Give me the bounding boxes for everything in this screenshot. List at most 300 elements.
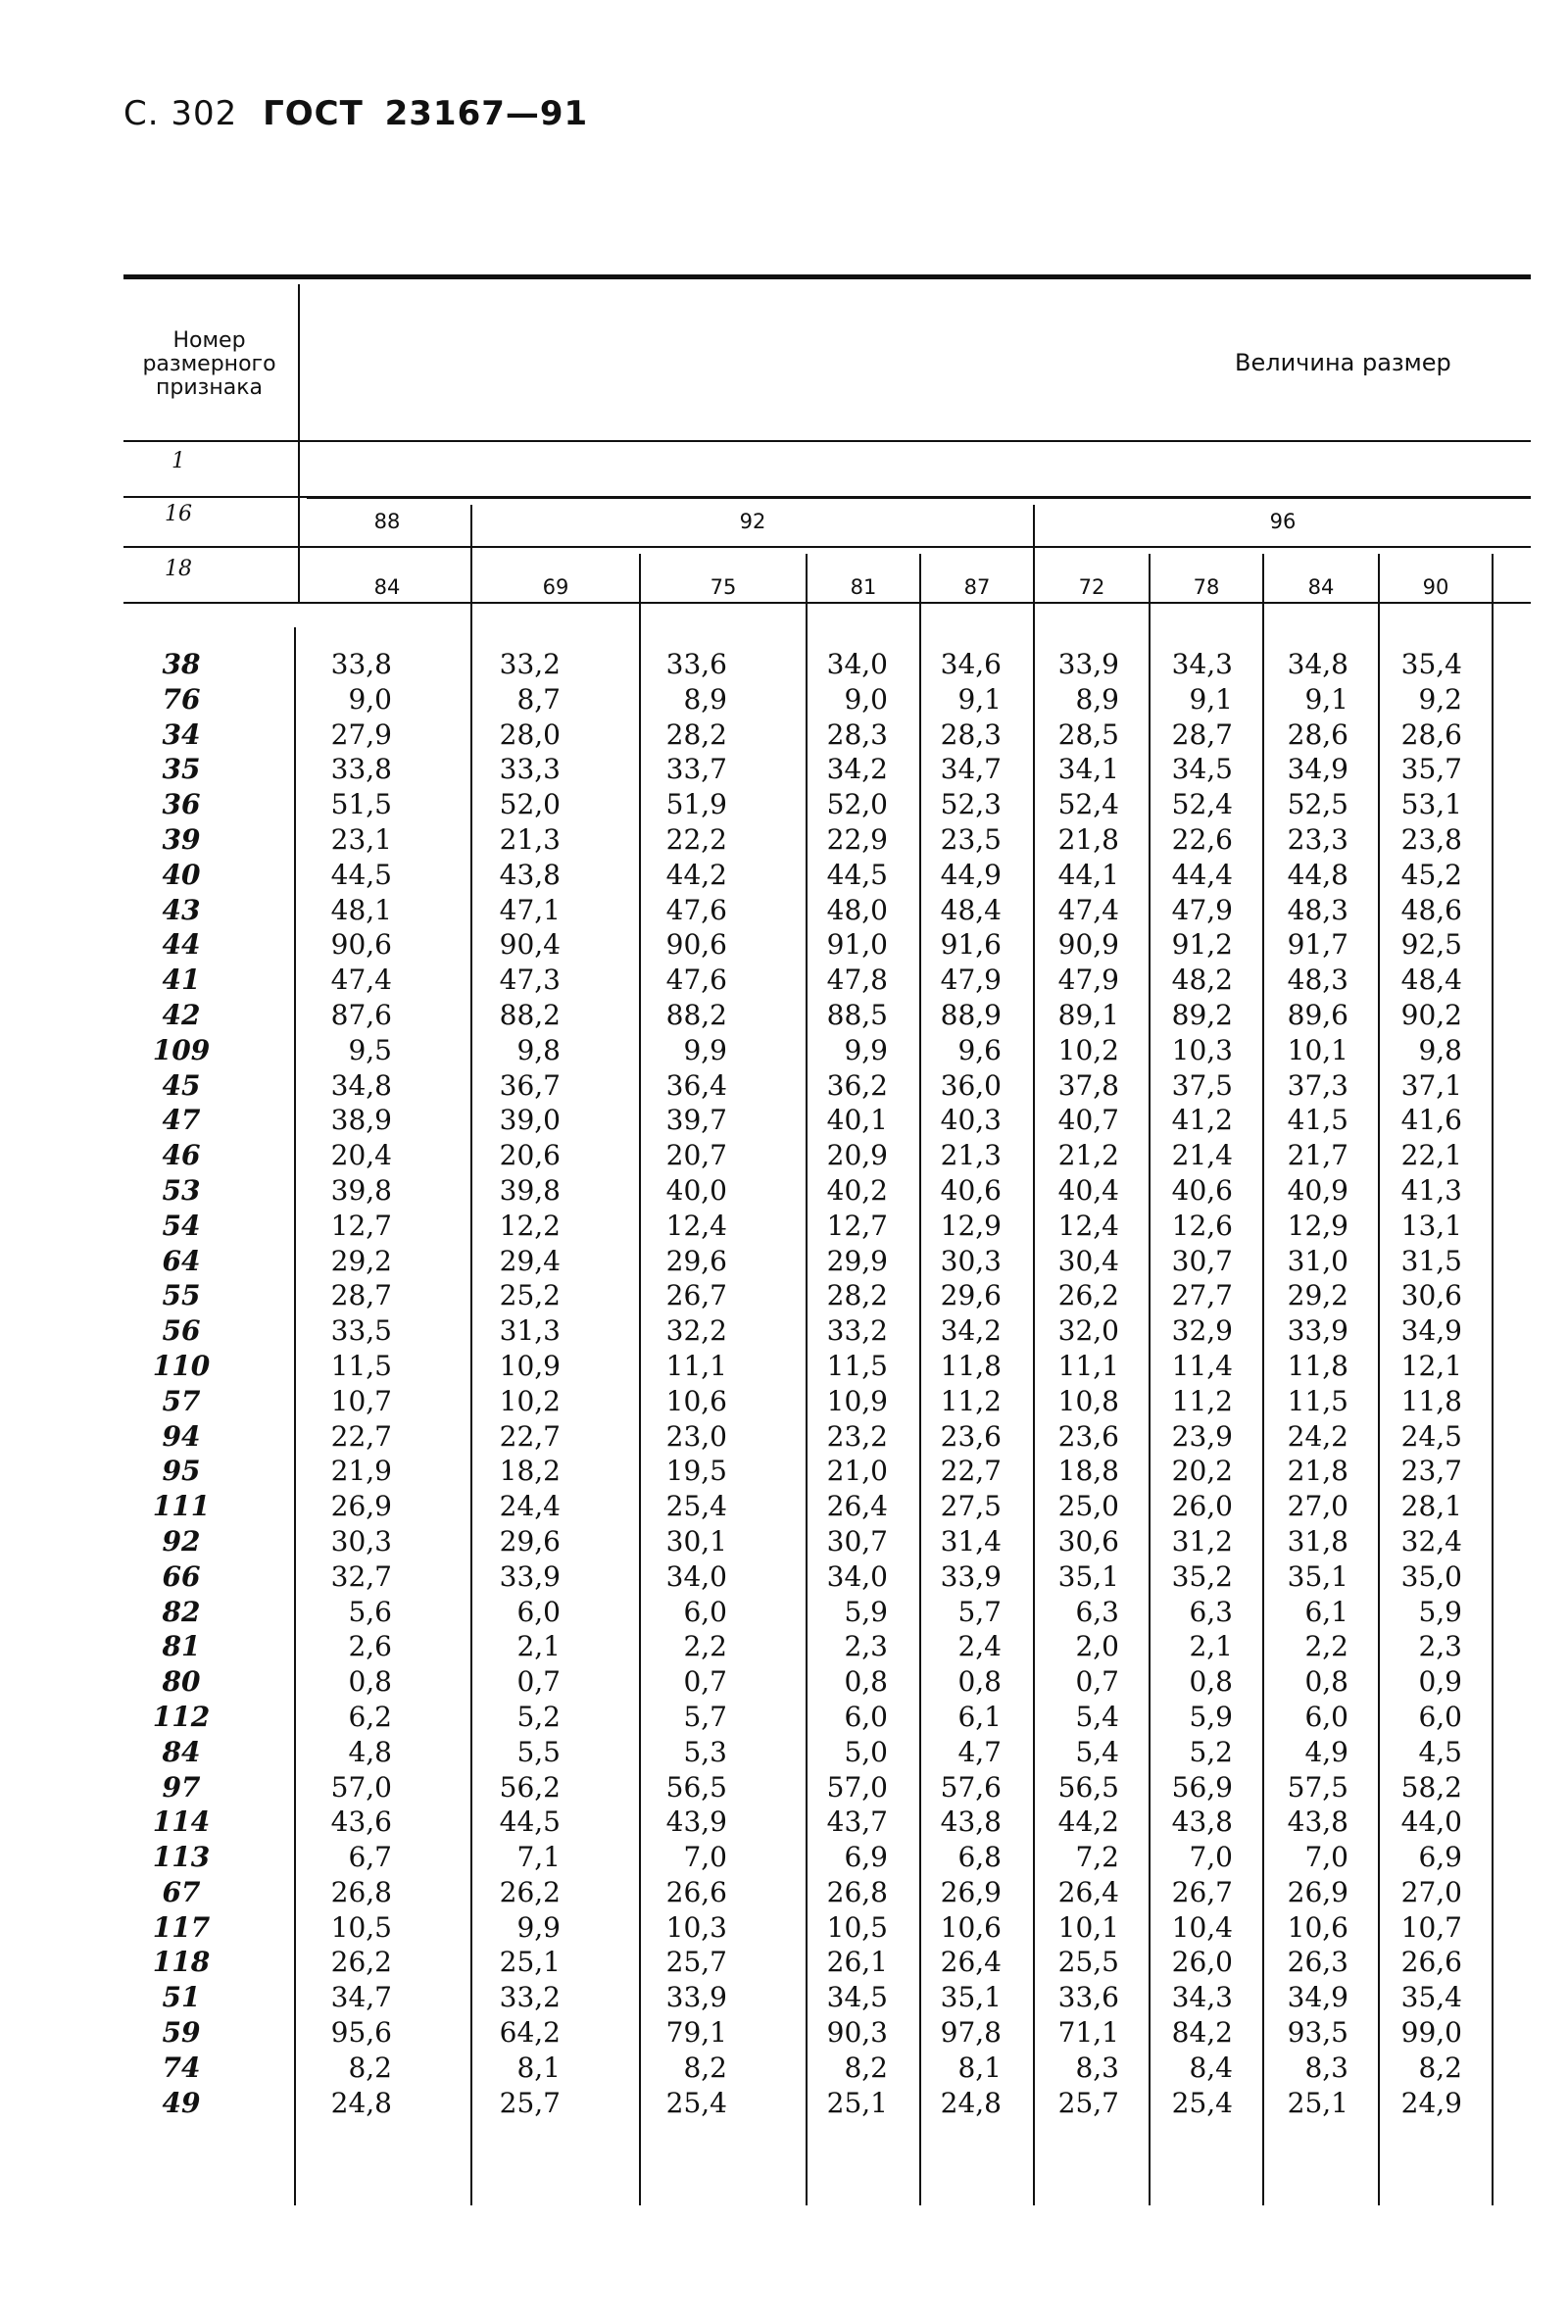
table-cell: 47,9 bbox=[940, 964, 1002, 997]
table-cell: 44,0 bbox=[1400, 1805, 1462, 1839]
table-cell: 29,2 bbox=[1287, 1279, 1348, 1312]
table-cell: 93,5 bbox=[1287, 2016, 1348, 2050]
table-cell: 44,2 bbox=[1057, 1805, 1119, 1839]
table-cell: 34,9 bbox=[1400, 1314, 1462, 1348]
table-cell: 47,4 bbox=[1057, 893, 1119, 926]
table-cell: 9,9 bbox=[683, 1033, 727, 1066]
table-cell: 23,1 bbox=[330, 822, 392, 856]
table-cell: 8,3 bbox=[1304, 2051, 1348, 2084]
table-cell: 32,0 bbox=[1057, 1314, 1119, 1348]
table-cell: 47,6 bbox=[665, 964, 727, 997]
table-cell: 8,4 bbox=[1189, 2051, 1233, 2084]
table-cell: 89,1 bbox=[1057, 998, 1119, 1031]
row-label-1: 1 bbox=[172, 449, 185, 473]
table-cell: 48,2 bbox=[1171, 964, 1233, 997]
table-cell: 2,2 bbox=[1304, 1630, 1348, 1663]
table-cell: 57,5 bbox=[1287, 1770, 1348, 1804]
table-cell: 28,3 bbox=[826, 717, 888, 751]
row-label: 41 bbox=[162, 964, 201, 997]
header-title: Величина размер bbox=[1235, 349, 1451, 376]
table-cell: 4,5 bbox=[1418, 1735, 1462, 1768]
table-cell: 22,6 bbox=[1171, 822, 1233, 856]
table-cell: 21,8 bbox=[1287, 1455, 1348, 1488]
table-cell: 0,7 bbox=[1075, 1665, 1119, 1699]
table-cell: 7,0 bbox=[1189, 1841, 1233, 1874]
table-cell: 22,1 bbox=[1400, 1139, 1462, 1172]
table-cell: 25,5 bbox=[1057, 1946, 1119, 1979]
table-cell: 33,5 bbox=[330, 1314, 392, 1348]
row-label: 84 bbox=[162, 1735, 201, 1768]
table-cell: 36,2 bbox=[826, 1068, 888, 1102]
table-cell: 34,0 bbox=[826, 1559, 888, 1593]
table-cell: 27,0 bbox=[1400, 1875, 1462, 1908]
table-cell: 2,6 bbox=[348, 1630, 392, 1663]
table-cell: 40,9 bbox=[1287, 1173, 1348, 1207]
table-cell: 34,9 bbox=[1287, 1981, 1348, 2014]
sub18-value: 90 bbox=[1422, 575, 1449, 599]
table-cell: 9,0 bbox=[844, 682, 888, 716]
table-cell: 22,7 bbox=[940, 1455, 1002, 1488]
table-cell: 32,7 bbox=[330, 1559, 392, 1593]
table-cell: 56,9 bbox=[1171, 1770, 1233, 1804]
table-cell: 89,2 bbox=[1171, 998, 1233, 1031]
table-cell: 44,5 bbox=[826, 858, 888, 891]
table-cell: 2,3 bbox=[844, 1630, 888, 1663]
row-label: 42 bbox=[162, 998, 201, 1031]
sub18-value: 84 bbox=[1307, 575, 1335, 599]
table-cell: 26,0 bbox=[1171, 1946, 1233, 1979]
table-cell: 32,2 bbox=[665, 1314, 727, 1348]
table-cell: 6,7 bbox=[348, 1841, 392, 1874]
table-cell: 25,4 bbox=[1171, 2086, 1233, 2119]
data-column bbox=[809, 647, 888, 2120]
table-cell: 30,7 bbox=[826, 1524, 888, 1558]
table-cell: 28,2 bbox=[665, 717, 727, 751]
data-column bbox=[314, 647, 392, 2120]
table-cell: 41,3 bbox=[1400, 1173, 1462, 1207]
table-cell: 10,1 bbox=[1057, 1910, 1119, 1944]
label-col-divider bbox=[298, 284, 300, 603]
table-cell: 11,5 bbox=[826, 1349, 888, 1382]
row-label: 64 bbox=[162, 1244, 201, 1277]
table-cell: 29,2 bbox=[330, 1244, 392, 1277]
row-label: 46 bbox=[162, 1139, 201, 1172]
table-cell: 35,4 bbox=[1400, 648, 1462, 680]
table-cell: 8,3 bbox=[1075, 2051, 1119, 2084]
table-cell: 10,5 bbox=[330, 1910, 392, 1944]
table-cell: 64,2 bbox=[499, 2016, 561, 2050]
table-cell: 48,4 bbox=[940, 893, 1002, 926]
table-cell: 24,4 bbox=[499, 1490, 561, 1523]
row-label: 81 bbox=[162, 1630, 201, 1663]
table-cell: 58,2 bbox=[1400, 1770, 1462, 1804]
row-label: 92 bbox=[162, 1524, 201, 1558]
sub18-value: 78 bbox=[1193, 575, 1220, 599]
table-cell: 8,1 bbox=[957, 2051, 1002, 2084]
table-cell: 41,2 bbox=[1171, 1104, 1233, 1137]
table-cell: 12,7 bbox=[330, 1209, 392, 1242]
table-cell: 29,6 bbox=[499, 1524, 561, 1558]
col-divider-6 bbox=[1149, 554, 1151, 2205]
table-cell: 0,8 bbox=[957, 1665, 1002, 1699]
table-cell: 20,2 bbox=[1171, 1455, 1233, 1488]
table-cell: 39,0 bbox=[499, 1104, 561, 1137]
table-cell: 40,7 bbox=[1057, 1104, 1119, 1137]
table-cell: 5,2 bbox=[516, 1700, 561, 1733]
table-cell: 2,2 bbox=[683, 1630, 727, 1663]
table-cell: 25,4 bbox=[665, 1490, 727, 1523]
row-label: 36 bbox=[162, 788, 201, 821]
table-cell: 36,7 bbox=[499, 1068, 561, 1102]
table-cell: 25,7 bbox=[499, 2086, 561, 2119]
table-cell: 9,1 bbox=[1304, 682, 1348, 716]
table-cell: 57,0 bbox=[330, 1770, 392, 1804]
table-cell: 30,6 bbox=[1057, 1524, 1119, 1558]
table-cell: 25,2 bbox=[499, 1279, 561, 1312]
page-header bbox=[123, 94, 588, 133]
table-cell: 90,2 bbox=[1400, 998, 1462, 1031]
table-cell: 10,9 bbox=[826, 1384, 888, 1417]
table-cell: 23,6 bbox=[1057, 1419, 1119, 1453]
table-cell: 29,4 bbox=[499, 1244, 561, 1277]
table-cell: 10,2 bbox=[499, 1384, 561, 1417]
table-cell: 44,2 bbox=[665, 858, 727, 891]
row-label: 113 bbox=[152, 1841, 211, 1874]
table-cell: 10,1 bbox=[1287, 1033, 1348, 1066]
table-cell: 38,9 bbox=[330, 1104, 392, 1137]
table-cell: 6,9 bbox=[844, 1841, 888, 1874]
table-cell: 34,0 bbox=[826, 648, 888, 680]
table-cell: 8,2 bbox=[844, 2051, 888, 2084]
table-cell: 11,4 bbox=[1171, 1349, 1233, 1382]
row-label: 112 bbox=[152, 1700, 211, 1733]
table-cell: 25,7 bbox=[1057, 2086, 1119, 2119]
table-cell: 9,8 bbox=[1418, 1033, 1462, 1066]
table-cell: 9,8 bbox=[516, 1033, 561, 1066]
table-cell: 91,6 bbox=[940, 928, 1002, 962]
table-cell: 43,6 bbox=[330, 1805, 392, 1839]
table-cell: 33,8 bbox=[330, 648, 392, 680]
col-divider-8 bbox=[1378, 554, 1380, 2205]
data-column bbox=[647, 647, 727, 2120]
table-cell: 33,3 bbox=[499, 753, 561, 786]
row-label: 35 bbox=[162, 753, 201, 786]
table-cell: 37,3 bbox=[1287, 1068, 1348, 1102]
table-cell: 4,8 bbox=[348, 1735, 392, 1768]
table-cell: 35,7 bbox=[1400, 753, 1462, 786]
table-cell: 10,2 bbox=[1057, 1033, 1119, 1066]
table-cell: 12,9 bbox=[1287, 1209, 1348, 1242]
table-cell: 26,6 bbox=[1400, 1946, 1462, 1979]
table-cell: 4,7 bbox=[957, 1735, 1002, 1768]
table-cell: 11,1 bbox=[1057, 1349, 1119, 1382]
table-cell: 43,9 bbox=[665, 1805, 727, 1839]
table-cell: 41,5 bbox=[1287, 1104, 1348, 1137]
table-cell: 0,9 bbox=[1418, 1665, 1462, 1699]
row-label: 49 bbox=[162, 2086, 201, 2119]
table-cell: 28,0 bbox=[499, 717, 561, 751]
table-cell: 6,9 bbox=[1418, 1841, 1462, 1874]
table-cell: 24,8 bbox=[330, 2086, 392, 2119]
table-cell: 47,8 bbox=[826, 964, 888, 997]
table-cell: 56,2 bbox=[499, 1770, 561, 1804]
row-label: 55 bbox=[162, 1279, 201, 1312]
table-cell: 21,7 bbox=[1287, 1139, 1348, 1172]
table-cell: 5,4 bbox=[1075, 1700, 1119, 1733]
table-cell: 51,9 bbox=[665, 788, 727, 821]
table-cell: 22,9 bbox=[826, 822, 888, 856]
table-cell: 28,3 bbox=[940, 717, 1002, 751]
table-cell: 33,2 bbox=[826, 1314, 888, 1348]
table-cell: 36,4 bbox=[665, 1068, 727, 1102]
table-cell: 48,3 bbox=[1287, 964, 1348, 997]
table-cell: 4,9 bbox=[1304, 1735, 1348, 1768]
table-cell: 9,9 bbox=[516, 1910, 561, 1944]
data-column bbox=[480, 647, 561, 2120]
table-cell: 40,0 bbox=[665, 1173, 727, 1207]
table-cell: 33,9 bbox=[665, 1981, 727, 2014]
table-cell: 9,0 bbox=[348, 682, 392, 716]
table-cell: 0,8 bbox=[1304, 1665, 1348, 1699]
table-cell: 90,6 bbox=[665, 928, 727, 962]
table-cell: 52,0 bbox=[826, 788, 888, 821]
table-cell: 6,3 bbox=[1075, 1595, 1119, 1628]
table-cell: 47,9 bbox=[1057, 964, 1119, 997]
table-cell: 5,6 bbox=[348, 1595, 392, 1628]
sub18-value: 72 bbox=[1078, 575, 1105, 599]
table-cell: 31,8 bbox=[1287, 1524, 1348, 1558]
table-cell: 10,7 bbox=[330, 1384, 392, 1417]
table-cell: 8,9 bbox=[1075, 682, 1119, 716]
first-data-col-left bbox=[294, 627, 296, 2205]
row-label: 43 bbox=[162, 893, 201, 926]
table-cell: 0,8 bbox=[1189, 1665, 1233, 1699]
table-cell: 10,7 bbox=[1400, 1910, 1462, 1944]
table-cell: 99,0 bbox=[1400, 2016, 1462, 2050]
table-cell: 37,5 bbox=[1171, 1068, 1233, 1102]
table-cell: 90,6 bbox=[330, 928, 392, 962]
row-label: 53 bbox=[162, 1173, 201, 1207]
table-cell: 52,4 bbox=[1057, 788, 1119, 821]
table-cell: 10,3 bbox=[1171, 1033, 1233, 1066]
row-label: 39 bbox=[162, 822, 201, 856]
table-cell: 35,2 bbox=[1171, 1559, 1233, 1593]
table-cell: 26,9 bbox=[1287, 1875, 1348, 1908]
table-cell: 47,9 bbox=[1171, 893, 1233, 926]
table-cell: 25,1 bbox=[1287, 2086, 1348, 2119]
table-cell: 33,6 bbox=[665, 648, 727, 680]
table-cell: 30,4 bbox=[1057, 1244, 1119, 1277]
table-cell: 88,9 bbox=[940, 998, 1002, 1031]
table-cell: 48,1 bbox=[330, 893, 392, 926]
table-cell: 22,7 bbox=[499, 1419, 561, 1453]
table-cell: 88,2 bbox=[665, 998, 727, 1031]
table-cell: 11,5 bbox=[1287, 1384, 1348, 1417]
row-label: 34 bbox=[162, 717, 201, 751]
table-cell: 0,7 bbox=[683, 1665, 727, 1699]
table-cell: 26,3 bbox=[1287, 1946, 1348, 1979]
table-cell: 25,0 bbox=[1057, 1490, 1119, 1523]
table-cell: 34,2 bbox=[826, 753, 888, 786]
table-cell: 10,5 bbox=[826, 1910, 888, 1944]
table-cell: 84,2 bbox=[1171, 2016, 1233, 2050]
table-cell: 29,6 bbox=[665, 1244, 727, 1277]
data-column bbox=[1382, 647, 1462, 2120]
table-cell: 40,6 bbox=[940, 1173, 1002, 1207]
table-cell: 7,0 bbox=[1304, 1841, 1348, 1874]
table-cell: 48,3 bbox=[1287, 893, 1348, 926]
table-cell: 6,0 bbox=[844, 1700, 888, 1733]
table-cell: 89,6 bbox=[1287, 998, 1348, 1031]
table-cell: 30,7 bbox=[1171, 1244, 1233, 1277]
table-cell: 48,4 bbox=[1400, 964, 1462, 997]
table-cell: 26,6 bbox=[665, 1875, 727, 1908]
table-cell: 26,8 bbox=[330, 1875, 392, 1908]
table-cell: 79,1 bbox=[665, 2016, 727, 2050]
table-cell: 88,2 bbox=[499, 998, 561, 1031]
row-label: 97 bbox=[162, 1770, 201, 1804]
table-cell: 41,6 bbox=[1400, 1104, 1462, 1137]
table-cell: 53,1 bbox=[1400, 788, 1462, 821]
table-cell: 5,0 bbox=[844, 1735, 888, 1768]
table-cell: 19,5 bbox=[665, 1455, 727, 1488]
table-cell: 8,2 bbox=[683, 2051, 727, 2084]
table-cell: 26,0 bbox=[1171, 1490, 1233, 1523]
group16-value: 88 bbox=[373, 510, 401, 533]
table-cell: 44,9 bbox=[940, 858, 1002, 891]
table-cell: 23,9 bbox=[1171, 1419, 1233, 1453]
table-cell: 44,5 bbox=[499, 1805, 561, 1839]
table-cell: 11,8 bbox=[940, 1349, 1002, 1382]
table-cell: 37,1 bbox=[1400, 1068, 1462, 1102]
group16-value: 92 bbox=[739, 510, 766, 533]
table-cell: 25,4 bbox=[665, 2086, 727, 2119]
table-cell: 7,0 bbox=[683, 1841, 727, 1874]
table-cell: 32,4 bbox=[1400, 1524, 1462, 1558]
col-divider-3 bbox=[806, 554, 808, 2205]
table-cell: 12,4 bbox=[665, 1209, 727, 1242]
table-cell: 9,1 bbox=[1189, 682, 1233, 716]
row-labels-column bbox=[147, 647, 216, 2120]
table-top-rule bbox=[123, 274, 1531, 279]
table-cell: 9,5 bbox=[348, 1033, 392, 1066]
table-cell: 34,0 bbox=[665, 1559, 727, 1593]
table-cell: 0,8 bbox=[844, 1665, 888, 1699]
table-cell: 31,4 bbox=[940, 1524, 1002, 1558]
table-cell: 6,0 bbox=[1418, 1700, 1462, 1733]
row16-rule bbox=[123, 546, 1531, 548]
data-column bbox=[1152, 647, 1233, 2120]
table-cell: 24,2 bbox=[1287, 1419, 1348, 1453]
table-cell: 8,7 bbox=[516, 682, 561, 716]
table-cell: 40,1 bbox=[826, 1104, 888, 1137]
table-cell: 11,8 bbox=[1287, 1349, 1348, 1382]
table-cell: 33,9 bbox=[1057, 648, 1119, 680]
table-cell: 33,9 bbox=[499, 1559, 561, 1593]
table-cell: 5,4 bbox=[1075, 1735, 1119, 1768]
table-cell: 5,7 bbox=[683, 1700, 727, 1733]
table-cell: 40,2 bbox=[826, 1173, 888, 1207]
table-cell: 10,6 bbox=[940, 1910, 1002, 1944]
table-cell: 39,8 bbox=[499, 1173, 561, 1207]
table-cell: 52,5 bbox=[1287, 788, 1348, 821]
table-cell: 0,8 bbox=[348, 1665, 392, 1699]
header-bottom-rule bbox=[123, 440, 1531, 442]
table-cell: 26,1 bbox=[826, 1946, 888, 1979]
table-cell: 9,6 bbox=[957, 1033, 1002, 1066]
table-cell: 91,7 bbox=[1287, 928, 1348, 962]
table-cell: 28,7 bbox=[330, 1279, 392, 1312]
table-cell: 25,7 bbox=[665, 1946, 727, 1979]
inner-row16-top bbox=[307, 497, 1531, 499]
table-cell: 29,6 bbox=[940, 1279, 1002, 1312]
table-cell: 35,1 bbox=[1287, 1559, 1348, 1593]
table-cell: 26,4 bbox=[826, 1490, 888, 1523]
table-cell: 33,9 bbox=[940, 1559, 1002, 1593]
table-cell: 23,8 bbox=[1400, 822, 1462, 856]
table-cell: 8,9 bbox=[683, 682, 727, 716]
table-cell: 23,7 bbox=[1400, 1455, 1462, 1488]
row-label: 95 bbox=[162, 1455, 201, 1488]
table-cell: 33,6 bbox=[1057, 1981, 1119, 2014]
table-cell: 33,2 bbox=[499, 648, 561, 680]
row-label: 54 bbox=[162, 1209, 201, 1242]
table-cell: 34,7 bbox=[940, 753, 1002, 786]
table-cell: 26,4 bbox=[940, 1946, 1002, 1979]
table-cell: 97,8 bbox=[940, 2016, 1002, 2050]
table-cell: 22,2 bbox=[665, 822, 727, 856]
table-cell: 37,8 bbox=[1057, 1068, 1119, 1102]
table-cell: 43,8 bbox=[940, 1805, 1002, 1839]
table-cell: 33,9 bbox=[1287, 1314, 1348, 1348]
row-label: 47 bbox=[162, 1104, 201, 1137]
table-cell: 11,1 bbox=[665, 1349, 727, 1382]
table-cell: 5,9 bbox=[844, 1595, 888, 1628]
table-cell: 44,5 bbox=[330, 858, 392, 891]
table-cell: 88,5 bbox=[826, 998, 888, 1031]
table-cell: 45,2 bbox=[1400, 858, 1462, 891]
sub18-value: 75 bbox=[710, 575, 737, 599]
table-cell: 71,1 bbox=[1057, 2016, 1119, 2050]
group16-value: 96 bbox=[1269, 510, 1297, 533]
table-cell: 6,8 bbox=[957, 1841, 1002, 1874]
table-cell: 26,8 bbox=[826, 1875, 888, 1908]
table-cell: 21,9 bbox=[330, 1455, 392, 1488]
table-cell: 9,1 bbox=[957, 682, 1002, 716]
table-cell: 23,5 bbox=[940, 822, 1002, 856]
table-cell: 34,5 bbox=[826, 1981, 888, 2014]
table-cell: 27,5 bbox=[940, 1490, 1002, 1523]
table-cell: 56,5 bbox=[1057, 1770, 1119, 1804]
table-cell: 18,2 bbox=[499, 1455, 561, 1488]
row-label: 82 bbox=[162, 1595, 201, 1628]
table-cell: 26,4 bbox=[1057, 1875, 1119, 1908]
table-cell: 36,0 bbox=[940, 1068, 1002, 1102]
table-cell: 12,7 bbox=[826, 1209, 888, 1242]
table-cell: 5,5 bbox=[516, 1735, 561, 1768]
table-cell: 31,3 bbox=[499, 1314, 561, 1348]
table-cell: 12,1 bbox=[1400, 1349, 1462, 1382]
col-divider-2 bbox=[639, 554, 641, 2205]
table-cell: 6,1 bbox=[957, 1700, 1002, 1733]
table-cell: 56,5 bbox=[665, 1770, 727, 1804]
table-cell: 6,0 bbox=[1304, 1700, 1348, 1733]
table-cell: 31,2 bbox=[1171, 1524, 1233, 1558]
col-divider-5 bbox=[1033, 505, 1035, 2205]
table-cell: 5,9 bbox=[1189, 1700, 1233, 1733]
table-cell: 10,3 bbox=[665, 1910, 727, 1944]
table-cell: 39,8 bbox=[330, 1173, 392, 1207]
